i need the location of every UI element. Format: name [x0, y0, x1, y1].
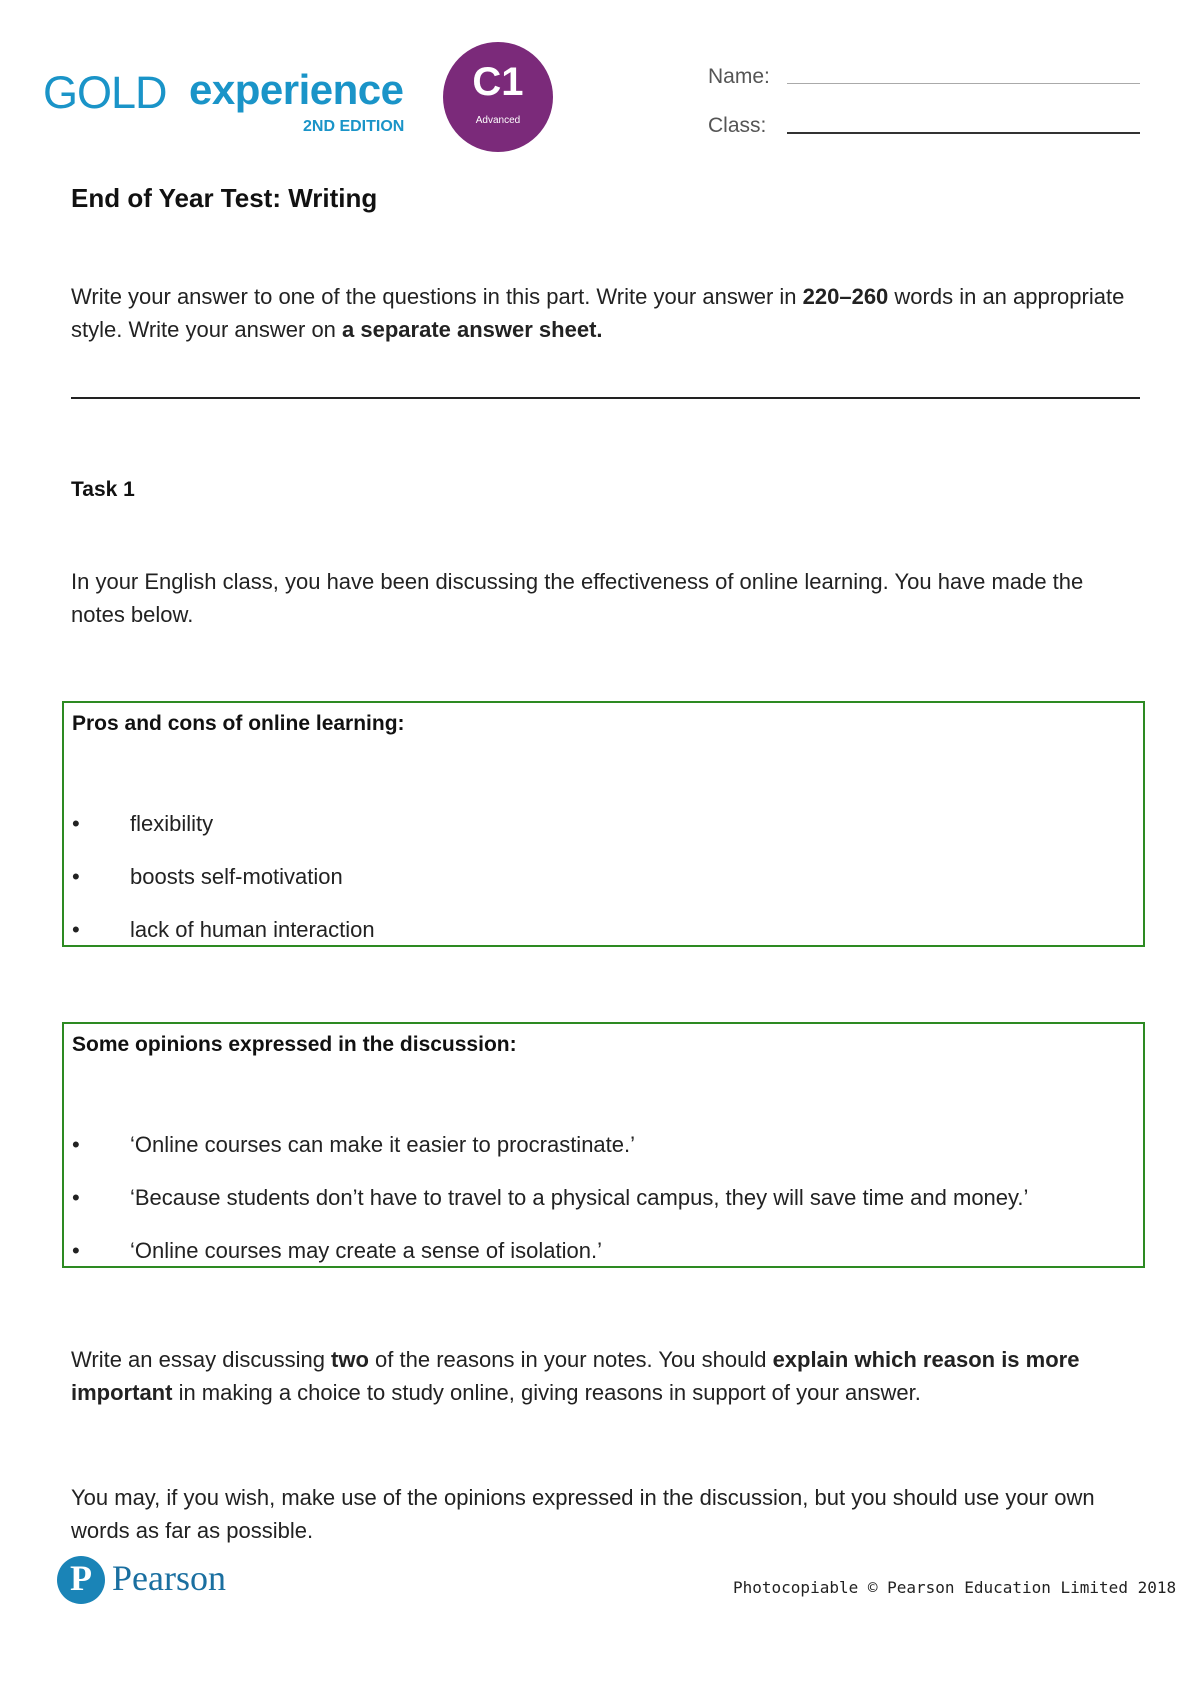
- list-item-text: ‘Because students don’t have to travel to a physical campus, they will save time and money.’: [130, 1185, 1029, 1210]
- bullet-icon: •: [72, 811, 80, 836]
- bullet-icon: •: [72, 917, 80, 942]
- essay-task-paragraph: [71, 1343, 1141, 1409]
- bullet-icon: •: [72, 1132, 80, 1157]
- list-item-text: lack of human interaction: [130, 917, 375, 942]
- logo-edition-text: 2ND EDITION: [303, 118, 405, 135]
- name-field-line[interactable]: [787, 83, 1140, 84]
- body-text: Write your answer to one of the questions in this part. Write your answer in: [71, 284, 803, 309]
- task-heading: Task 1: [71, 478, 135, 501]
- body-text: Write an essay discussing: [71, 1347, 332, 1372]
- list-item-text: boosts self-motivation: [130, 864, 343, 889]
- level-name: Advanced: [475, 115, 521, 126]
- list-item-text: ‘Online courses may create a sense of isolation.’: [130, 1238, 603, 1263]
- bullet-icon: •: [72, 1185, 80, 1210]
- level-badge: [443, 42, 553, 152]
- instructions-paragraph: [71, 280, 1141, 346]
- pros-cons-box: [62, 701, 1145, 947]
- emphasis-text: 220–260: [802, 284, 889, 309]
- task-intro-paragraph: In your English class, you have been discussing the effectiveness of online learning. You have made the notes below.: [71, 569, 1084, 627]
- bullet-icon: •: [72, 864, 80, 889]
- emphasis-text: two: [331, 1347, 369, 1372]
- pearson-logo-letter: P: [70, 1558, 92, 1598]
- body-text: of the reasons in your notes. You should: [368, 1347, 773, 1372]
- class-label: Class:: [708, 114, 767, 137]
- logo-experience-text: experience: [189, 66, 404, 113]
- level-code: C1: [472, 60, 524, 104]
- logo-gold-text: GOLD: [43, 67, 167, 118]
- pros-cons-title: Pros and cons of online learning:: [72, 712, 405, 735]
- class-field-line[interactable]: [787, 132, 1140, 134]
- opinions-box: [62, 1022, 1145, 1268]
- name-label: Name:: [708, 65, 770, 88]
- emphasis-text: a separate answer sheet.: [342, 317, 603, 342]
- list-item-text: ‘Online courses can make it easier to procrastinate.’: [130, 1132, 636, 1157]
- opinion-note-paragraph: You may, if you wish, make use of the opinions expressed in the discussion, but you should use your own words as far as possible.: [71, 1485, 1095, 1543]
- page-title: End of Year Test: Writing: [71, 183, 378, 213]
- section-divider: [71, 397, 1140, 399]
- pearson-wordmark: Pearson: [112, 1558, 226, 1598]
- pearson-logo-icon: [57, 1556, 105, 1604]
- copyright-notice: Photocopiable © Pearson Education Limited 2018: [733, 1578, 1177, 1597]
- bullet-icon: •: [72, 1238, 80, 1263]
- body-text: words in an appropriate style. Write your answer on: [71, 284, 1125, 342]
- body-text: in making a choice to study online, giving reasons in support of your answer.: [172, 1380, 921, 1405]
- opinions-title: Some opinions expressed in the discussion:: [72, 1033, 517, 1056]
- emphasis-text: explain which reason is more important: [71, 1347, 1080, 1405]
- list-item-text: flexibility: [130, 811, 214, 836]
